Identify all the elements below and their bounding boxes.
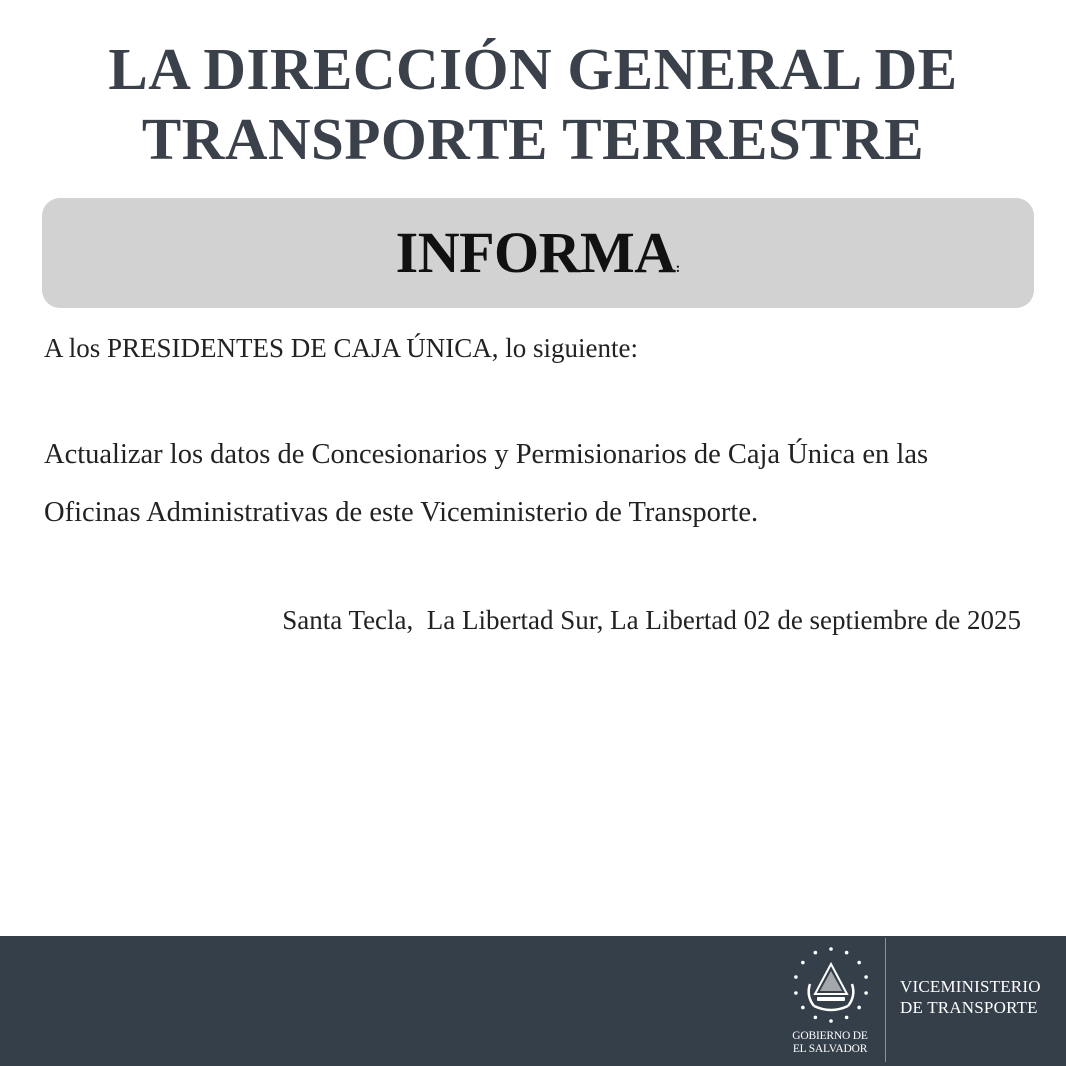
ministry-label-line-2: DE TRANSPORTE	[900, 998, 1038, 1017]
title-line-1: LA DIRECCIÓN GENERAL DE	[108, 36, 958, 102]
place-and-date: Santa Tecla, La Libertad Sur, La Libertad 02 de septiembre de 2025	[282, 605, 1021, 635]
ministry-label	[900, 976, 1041, 1018]
page-title	[0, 34, 1066, 174]
seal-star	[845, 1016, 849, 1020]
notice-body-line-1: Actualizar los datos de Concesionarios y Permisionarios de Caja Única en las	[44, 439, 929, 470]
ministry-label-line-1: VICEMINISTERIO	[900, 977, 1041, 996]
seal-star	[814, 951, 818, 955]
seal-star	[829, 947, 833, 951]
seal-star	[829, 1019, 833, 1023]
notice-body	[44, 426, 1034, 542]
seal-star	[794, 975, 798, 979]
seal-star	[845, 951, 849, 955]
notice-body-line-2: Oficinas Administrativas de este Viceministerio de Transporte.	[44, 497, 759, 528]
addressee-line: A los PRESIDENTES DE CAJA ÚNICA, lo siguiente:	[44, 333, 639, 363]
seal-star	[794, 991, 798, 995]
gov-label-line-2: EL SALVADOR	[792, 1043, 868, 1055]
government-label	[768, 1030, 892, 1056]
seal-star	[864, 991, 868, 995]
banner-heading: INFORMA	[395, 220, 676, 285]
banner-colon: :	[675, 261, 681, 276]
seal-star	[857, 1006, 861, 1010]
seal-star	[814, 1016, 818, 1020]
seal-star	[801, 961, 805, 965]
seal-star	[801, 1006, 805, 1010]
gov-label-line-1: GOBIERNO DE	[792, 1030, 868, 1042]
footer-divider	[885, 938, 886, 1062]
footer-bar	[0, 936, 1066, 1066]
seal-star	[864, 975, 868, 979]
title-line-2: TRANSPORTE TERRESTRE	[141, 106, 925, 172]
seal-star	[857, 961, 861, 965]
informa-banner	[42, 198, 1034, 308]
el-salvador-coat-of-arms-icon	[790, 944, 872, 1026]
